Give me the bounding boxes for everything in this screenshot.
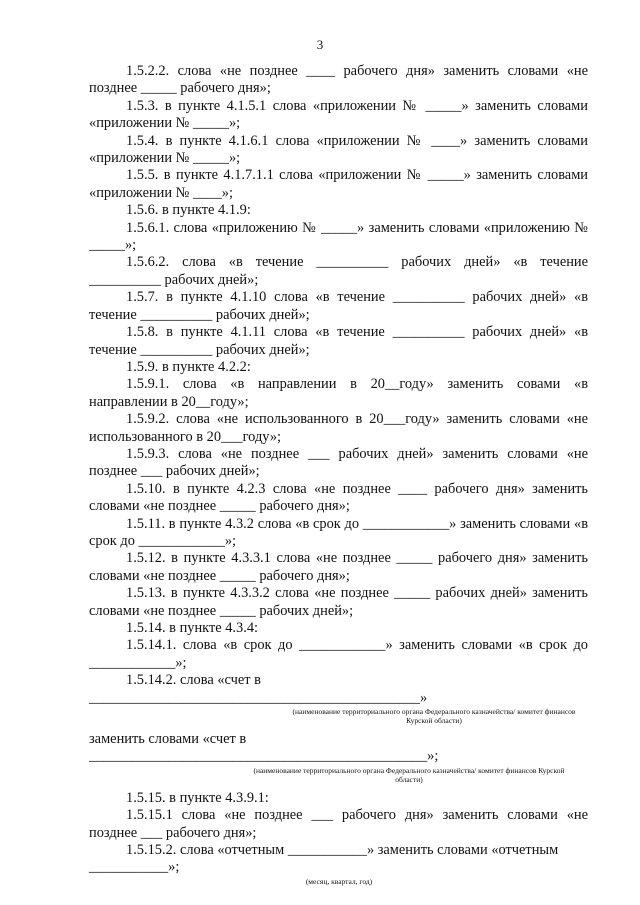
paragraph-1-5-9: 1.5.9. в пункте 4.2.2: [126, 358, 251, 375]
paragraph-1-5-9-2: 1.5.9.2. слова «не использованного в 20___году» заменить словами «не использованного в 20___году»; [89, 411, 588, 445]
paragraph-1-5-14: 1.5.14. в пункте 4.3.4: [126, 620, 259, 636]
paragraph-1-5-15-1: 1.5.15.1 слова «не позднее ___ рабочего дня» заменить словами «не позднее ___ рабочего дня»; [89, 807, 588, 841]
paragraph-1-5-12: 1.5.12. в пункте 4.3.3.1 слова «не позднее _____ рабочего дня» заменить словами «не позднее _____ рабочего дня»; [89, 550, 588, 584]
paragraph-1-5-14-2: 1.5.14.2. слова «счет в ______________________________________________» [89, 672, 428, 706]
page-number: 3 [316, 37, 324, 52]
paragraph-1-5-6-2: 1.5.6.2. слова «в течение __________ рабочих дней» «в течение __________ рабочих дней»; [89, 254, 588, 288]
paragraph-1-5-4: 1.5.4. в пункте 4.1.6.1 слова «приложении № ____» заменить словами «приложении № _____»; [89, 132, 588, 167]
paragraph-1-5-9-1: 1.5.9.1. слова «в направлении в 20__году» заменить совами «в направлении в 20__году»; [89, 376, 588, 410]
paragraph-1-5-7: 1.5.7. в пункте 4.1.10 слова «в течение __________ рабочих дней» «в течение __________ рабочих дней»; [89, 289, 588, 323]
paragraph-1-5-15-2: 1.5.15.2. слова «отчетным ___________» заменить словами «отчетным ___________»; [89, 842, 559, 876]
document-body [89, 63, 588, 888]
paragraph-1-5-6: 1.5.6. в пункте 4.1.9: [126, 202, 251, 219]
caption-period: (месяц, квартал, год) [305, 876, 373, 886]
paragraph-1-5-14-1: 1.5.14.1. слова «в срок до ____________» заменить словами «в срок до ____________»; [89, 637, 588, 671]
paragraph-1-5-5: 1.5.5. в пункте 4.1.7.1.1 слова «приложении № _____» заменить словами «приложении № ____»; [89, 167, 588, 201]
caption-treasury-1: (наименование территориального органа Федерального казначейства/ комитет финансов Курской области) [292, 707, 576, 726]
paragraph-1-5-10: 1.5.10. в пункте 4.2.3 слова «не позднее ____ рабочего дня» заменить словами «не позднее _____ рабочего дня»; [89, 480, 588, 515]
paragraph-1-5-9-3: 1.5.9.3. слова «не позднее ___ рабочих дней» заменить словами «не позднее ___ рабочих дней»; [89, 445, 588, 480]
paragraph-1-5-15: 1.5.15. в пункте 4.3.9.1: [126, 789, 269, 806]
replace-line: заменить словами «счет в _______________________________________________»; [89, 731, 439, 765]
paragraph-1-5-13: 1.5.13. в пункте 4.3.3.2 слова «не позднее _____ рабочих дней» заменить словами «не позднее _____ рабочих дней»; [89, 585, 588, 619]
caption-treasury-2: (наименование территориального органа Федерального казначейства/ комитет финансов Курской области) [253, 765, 565, 784]
paragraph-1-5-6-1: 1.5.6.1. слова «приложению № _____» заменить словами «приложению № _____»; [89, 219, 588, 254]
paragraph-1-5-2-2: 1.5.2.2. слова «не позднее ____ рабочего дня» заменить словами «не позднее _____ рабочего дня»; [89, 63, 588, 97]
paragraph-1-5-11: 1.5.11. в пункте 4.3.2 слова «в срок до ____________» заменить словами «в срок до ____________»; [89, 515, 588, 549]
paragraph-1-5-8: 1.5.8. в пункте 4.1.11 слова «в течение __________ рабочих дней» «в течение __________ рабочих дней»; [89, 324, 588, 358]
paragraph-1-5-3: 1.5.3. в пункте 4.1.5.1 слова «приложении № _____» заменить словами «приложении № _____»; [89, 97, 588, 132]
